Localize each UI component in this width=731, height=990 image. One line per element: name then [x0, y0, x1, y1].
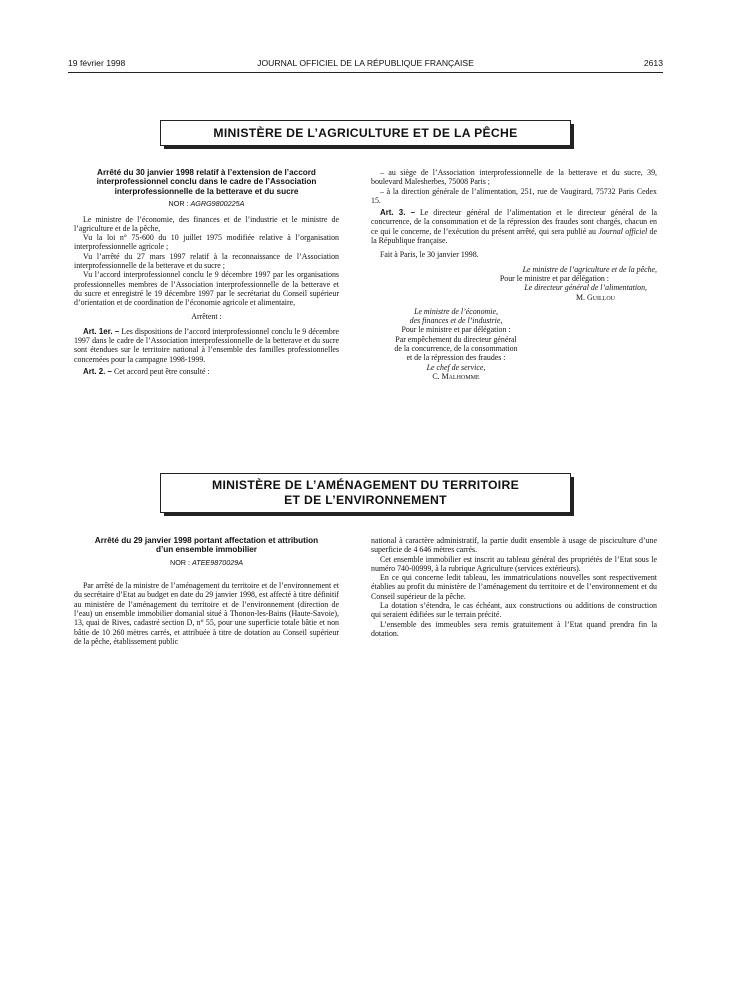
nor-label: NOR : [170, 557, 190, 567]
article-label: Art. 2. – [83, 366, 112, 376]
nor-code: AGRG9800225A [190, 199, 245, 209]
article-environment-right [371, 536, 657, 638]
article-label: Art. 3. – [380, 208, 415, 218]
article-agriculture-right [371, 168, 657, 381]
paragraph: En ce qui concerne ledit tableau, les immatriculations nouvelles sont respectivement établies au profit du ministère de l’aménagement du territoire et de l’environnement et du Conseil supérieur de la pêche. [371, 573, 657, 601]
ministry-box-agriculture [160, 120, 571, 146]
decree-title: Arrêté du 30 janvier 1998 relatif à l’extension de l’accord interprofessionnel conclu dans le cadre de l’Association interprofessionnelle de la betterave et du sucre [96, 168, 317, 196]
paragraph: Vu la loi n° 75-600 du 10 juillet 1975 modifiée relative à l’organisation interprofessionnelle agricole ; [74, 233, 339, 252]
article-label: Art. 1er. – [83, 326, 120, 336]
arretent-heading: Arrêtent : [191, 312, 222, 322]
article-text: Cet accord peut être consulté : [113, 366, 210, 376]
article-3 [371, 208, 657, 245]
paragraph: L’ensemble des immeubles sera remis gratuitement à l’Etat quand prendra fin la dotation. [371, 619, 657, 638]
signature-block-line: Pour le ministre et par délégation : [499, 273, 609, 283]
paragraph: Vu l’accord interprofessionnel conclu le 9 décembre 1997 par les organisations professionnelles membres de l’Association interprofessionnelle de la betterave et du sucre et enregistré le 19 décembre 1997 par le secrétariat du Conseil supérieur d’orientation et de coordination de l’économie agricole et alimentaire, [74, 270, 339, 308]
nor-reference [74, 558, 339, 567]
signature-block-2 [371, 307, 541, 381]
signature-block-line: Par empêchement du directeur général [395, 334, 517, 344]
header-date: 19 février 1998 [68, 58, 126, 68]
paragraph: Cet ensemble immobilier est inscrit au tableau général des propriétés de l’Etat sous le numéro 740-00999, à la rubrique Agriculture (services extérieurs). [371, 554, 657, 573]
signature-block-line: Le ministre de l’agriculture et de la pêche, [522, 264, 657, 274]
list-item: – à la direction générale de l’alimentation, 251, rue de Vaugirard, 75732 Paris Cedex 15. [371, 186, 657, 205]
list-item: – au siège de l’Association interprofessionnelle de la betterave et du sucre, 39, boulevard Malesherbes, 75008 Paris ; [371, 168, 657, 187]
ministry-box-environment [160, 473, 571, 513]
signature-block-line: des finances et de l’industrie, [409, 316, 503, 326]
decree-title: Arrêté du 29 janvier 1998 portant affectation et attribution d’un ensemble immobilier [94, 536, 319, 555]
journal-officiel-ref: Journal officiel [598, 226, 648, 236]
article-agriculture-left [74, 168, 339, 376]
article-1 [74, 327, 339, 364]
ministry-title: MINISTÈRE DE L’AGRICULTURE ET DE LA PÊCHE [213, 126, 518, 140]
signature-block-line: de la concurrence, de la consommation [394, 344, 518, 354]
signature-block-line: Le ministre de l’économie, [414, 306, 498, 316]
page-header [68, 58, 663, 73]
signature-block-line: Le chef de service, [426, 362, 486, 372]
article-text: de la République française. [371, 226, 657, 246]
nor-code: ATEE9870029A [191, 557, 243, 567]
paragraph: Vu l’arrêté du 27 mars 1997 relatif à la reconnaissance de l’Association interprofessionnelle de la betterave et du sucre ; [74, 251, 339, 270]
header-page-number: 2613 [643, 58, 663, 68]
paragraph: La dotation s’étendra, le cas échéant, aux constructions ou additions de construction qui seraient édifiées sur le terrain précité. [371, 601, 657, 620]
nor-reference [74, 199, 339, 208]
signatory-name: C. Malhomme [432, 371, 480, 381]
article-2 [74, 367, 339, 376]
article-text: Les dispositions de l’accord interprofessionnel conclu le 9 décembre 1997 dans le cadre de l’Association interprofessionnelle de la betterave et du sucre sont étendues sur le territoire national à l’ensemble des familles professionnelles concernées pour la campagne 1998-1999. [74, 326, 339, 364]
article-text: Le directeur général de l’alimentation et le directeur général de la concurrence, de la consommation et de la répression des fraudes sont chargés, chacun en ce qui le concerne, de l’exécution du présent arrêté, qui sera publié au [371, 208, 657, 236]
paragraph: Le ministre de l’économie, des finances et de l’industrie et le ministre de l’agriculture et de la pêche, [74, 214, 339, 233]
ministry-title-line1: MINISTÈRE DE L’AMÉNAGEMENT DU TERRITOIRE [212, 478, 519, 492]
signatory-name: M. Guillou [576, 292, 615, 302]
signing-place-date: Fait à Paris, le 30 janvier 1998. [380, 250, 479, 260]
paragraph: Par arrêté de la ministre de l’aménagement du territoire et de l’environnement et du secrétaire d’Etat au budget en date du 29 janvier 1998, est affecté à titre définitif au ministère de l’aménagement du territoire et de l’environnement (direction de l’eau) un ensemble immobilier domanial situé à Thonon-les-Bains (Haute-Savoie), 13, quai de Rives, cadastré section D, n° 55, pour une superficie totale bâtie et non bâtie de 10 260 mètres carrés, et attribuée à titre de dotation au Conseil supérieur de la pêche, établissement public [74, 581, 339, 646]
ministry-title-line2: ET DE L’ENVIRONNEMENT [284, 493, 447, 507]
signature-block-line: et de la répression des fraudes : [406, 353, 506, 363]
header-journal-title: JOURNAL OFFICIEL DE LA RÉPUBLIQUE FRANÇAISE [257, 58, 474, 68]
paragraph-continued: national à caractère administratif, la partie dudit ensemble à usage de pisciculture d’une superficie de 4 646 mètres carrés. [371, 536, 657, 555]
signature-block-line: Pour le ministre et par délégation : [401, 325, 511, 335]
signature-block-line: Le directeur général de l’alimentation, [524, 283, 647, 293]
article-environment-left [74, 536, 339, 646]
nor-label: NOR : [168, 199, 189, 209]
